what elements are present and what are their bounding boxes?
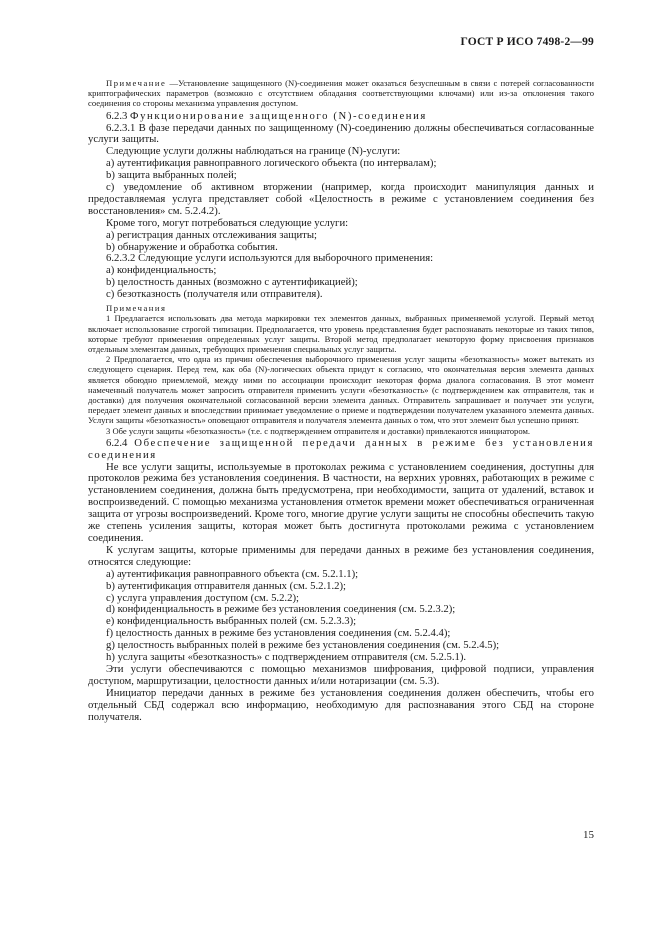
paragraph: Инициатор передачи данных в режиме без установления соединения должен обеспечить, чтобы его отдельный СБД содержал всю информацию, необходимую для распознавания этого СБД на стороне получателя.	[88, 686, 594, 723]
list-item: f) целостность данных в режиме без установления соединения (см. 5.2.4.4);	[106, 627, 451, 640]
section-title: Функционирование защищенного (N)-соединения	[130, 109, 427, 122]
notes-label: Примечания	[106, 303, 167, 314]
paragraph: К услугам защиты, которые применимы для передачи данных в режиме без установления соединения, относятся следующие:	[88, 543, 594, 568]
paragraph: Эти услуги обеспечиваются с помощью механизмов шифрования, цифровой подписи, управления доступом, маршрутизации, целостности данных и/или нотаризации (см. 5.3).	[88, 662, 594, 687]
note-item: 1 Предлагается использовать два метода маркировки тех элементов данных, выбранных применяемой услугой. Первый метод включает использование строгой типизации. Предполагается, что уровень представления будет распознавать некоторые из таких типов, которые требуют применения определенных услуг защиты. Второй метод предполагает некоторую форму присвоения признаков отдельным элементам данных, требующих применения специальных услуг защиты.	[88, 313, 594, 354]
list-item: c) услуга управления доступом (см. 5.2.2);	[106, 591, 299, 604]
paragraph: Кроме того, могут потребоваться следующие услуги:	[106, 216, 349, 229]
list-item: a) аутентификация равноправного объекта (см. 5.2.1.1);	[106, 567, 359, 580]
section-heading-6-2-3	[88, 111, 594, 123]
note-label: Примечание	[106, 78, 167, 88]
list-item: d) конфиденциальность в режиме без установления соединения (см. 5.2.3.2);	[106, 603, 456, 616]
list-item: a) конфиденциальность;	[106, 264, 217, 277]
note-paragraph	[88, 78, 594, 109]
list-item: h) услуга защиты «безотказность» с подтверждением отправителя (см. 5.2.5.1).	[106, 651, 467, 664]
list-item: c) безотказность (получателя или отправителя).	[106, 288, 323, 301]
list-item: b) обнаружение и обработка события.	[106, 240, 278, 253]
list-item: b) аутентификация отправителя данных (см. 5.2.1.2);	[106, 579, 347, 592]
list-item: a) аутентификация равноправного логического объекта (по интервалам);	[106, 157, 437, 170]
section-number: 6.2.4	[106, 436, 135, 449]
note-item: 2 Предполагается, что одна из причин обеспечения выборочного применения услуг защиты «безотказность» может вытекать из следующего сценария. Перед тем, как оба (N)-логических объекта придут к согласию, что окончательная версия элемента данных является обоюдно приемлемой, между ними по ассоциации происходит некоторая форма диалога согласования. В этот момент намеченный получатель может запросить отправителя применить услуги «безотказность» (с подтверждением как отправителя, так и доставки) для получения окончательной согласованной версии элемента данных. Отправитель запрашивает и получает эти услуги, передает элемент данных и впоследствии принимает уведомление о приеме и подтверждении получателем указанного элемента данных. Услуги защиты «безотказность» оповещают отправителя и получателя элемента данных о том, что этот элемент был успешно принят.	[88, 354, 594, 426]
section-heading-6-2-4	[88, 438, 594, 462]
note-text: —Установление защищенного (N)-соединения может оказаться безуспешным в связи с потерей согласованности криптографических параметров (возможно с отсутствием обладания соответствующими ключами) или из-за отклонения такого соединения со стороны механизма управления доступом.	[88, 78, 594, 109]
paragraph: 6.2.3.2 Следующие услуги используются для выборочного применения:	[106, 252, 434, 265]
list-item: g) целостность выбранных полей в режиме без установления соединения (см. 5.2.4.5);	[106, 639, 500, 652]
document-body	[88, 78, 594, 724]
list-item: a) регистрация данных отслеживания защиты;	[106, 228, 317, 241]
list-item: e) конфиденциальность выбранных полей (см. 5.2.3.3);	[106, 615, 357, 628]
section-title: Обеспечение защищенной передачи данных в режиме без установления соединения	[88, 436, 594, 461]
list-item: b) защита выбранных полей;	[106, 169, 237, 182]
list-item: b) целостность данных (возможно с аутентификацией);	[106, 276, 358, 289]
section-number: 6.2.3	[106, 109, 131, 122]
paragraph: Следующие услуги должны наблюдаться на границе (N)-услуги:	[106, 145, 401, 158]
list-item: c) уведомление об активном вторжении (например, когда происходит манипуляция данных и предоставляемая услуга представляет собой «Целостность в режиме с установлением соединения без восстановления» см. 5.2.4.2).	[88, 181, 594, 217]
paragraph: 6.2.3.1 В фазе передачи данных по защищенному (N)-соединению должны обеспечиваться согласованные услуги защиты.	[88, 121, 594, 146]
paragraph: Не все услуги защиты, используемые в протоколах режима с установлением соединения, доступны для протоколов режима без установления соединения. В частности, на верхних уровнях, работающих в режиме с установлением соединения, должна быть предусмотрена, при необходимости, защита от удалений, вставок и воспроизведений. С помощью механизма установления отметок времени может обеспечиваться ограниченная защита от угрозы воспроизведений. Кроме того, многие другие услуги защиты не способны обеспечить такую же степень усиления защиты, которая может быть достигнута протоколами режима с установлением соединения.	[88, 460, 594, 544]
note-item: 3 Обе услуги защиты «безотказность» (т.е. с подтверждением отправителя и доставки) привлекаются инициатором.	[106, 425, 531, 436]
document-header: ГОСТ Р ИСО 7498-2—99	[460, 36, 594, 48]
page-number: 15	[583, 829, 594, 841]
